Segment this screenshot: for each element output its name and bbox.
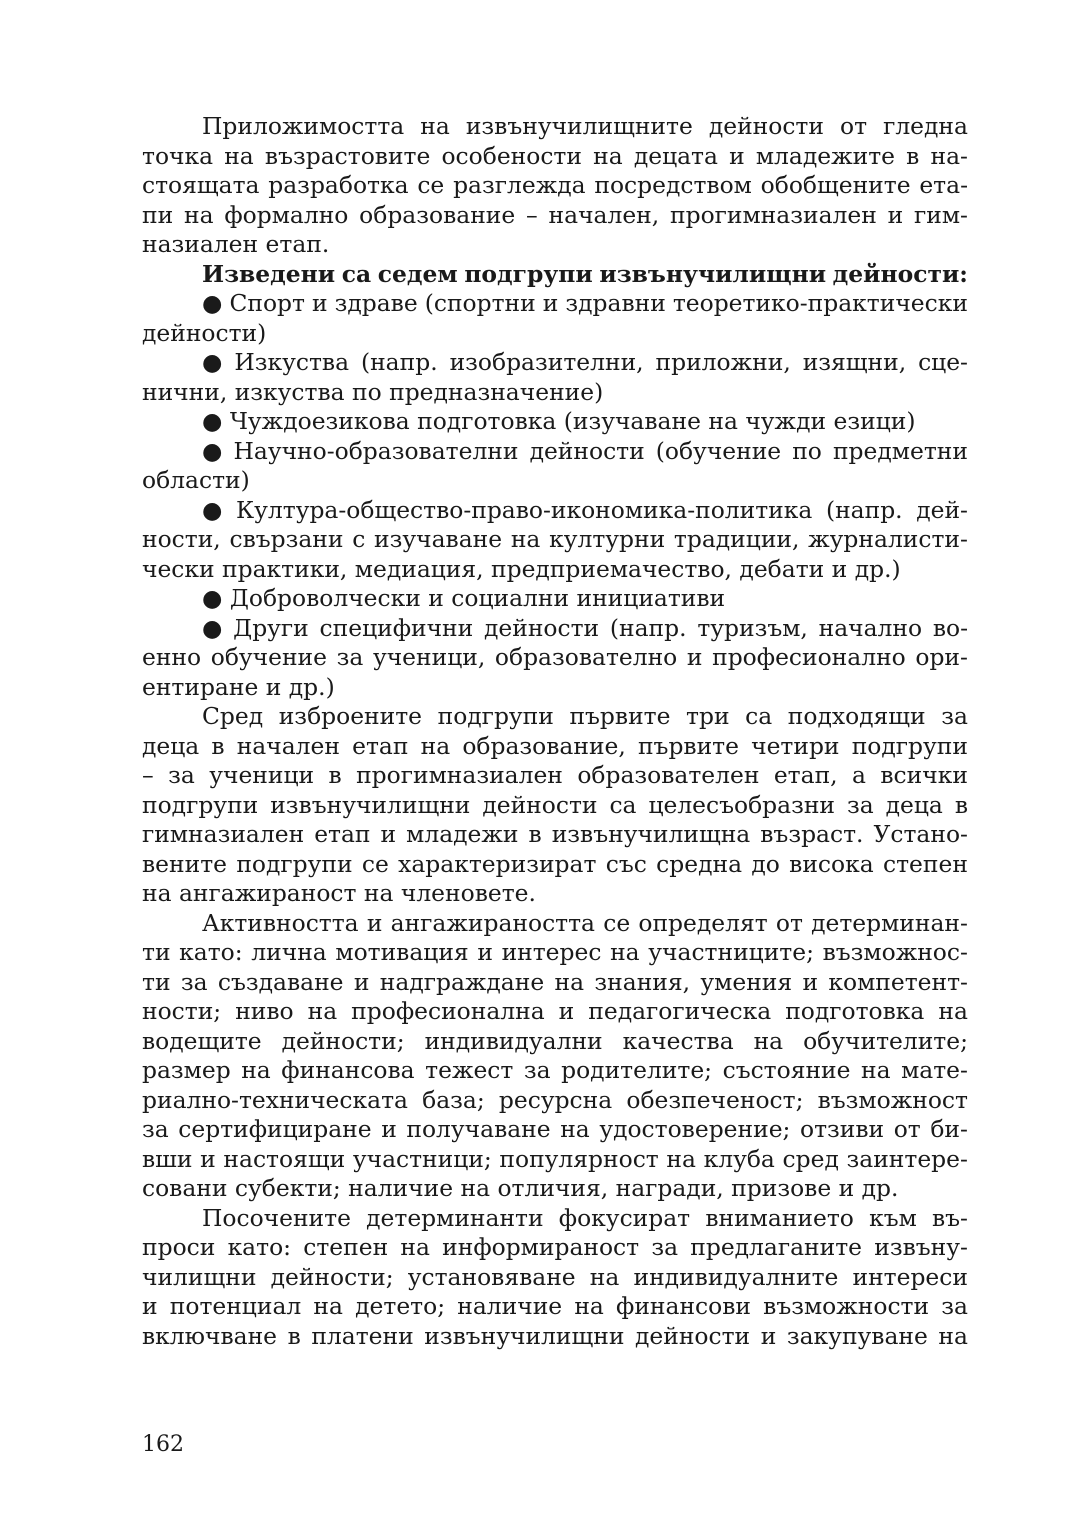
page-number: 162 [142, 1432, 184, 1457]
text-line: вши и настоящи участници; популярност на клуба сред заинтере- [142, 1144, 968, 1173]
text-line: на ангажираност на членовете. [142, 879, 536, 907]
text-line: области) [142, 466, 250, 494]
text-line: ности; ниво на професионална и педагогическа подготовка на [142, 997, 968, 1025]
text-line: ● Доброволчески и социални инициативи [202, 584, 726, 612]
text-line: включване в платени извънучилищни дейности и закупуване на [142, 1321, 968, 1350]
text-line: вените подгрупи се характеризират със средна до висока степен [142, 849, 968, 878]
text-line: деца в начален етап на образование, първите четири подгрупи [142, 731, 968, 760]
text-line: риално-техническата база; ресурсна обезпеченост; възможност [142, 1085, 968, 1114]
text-line: дейности) [142, 318, 267, 347]
text-line: ентиране и др.) [142, 672, 335, 701]
text-line: Посочените детерминанти фокусират вниманието към въ- [202, 1203, 968, 1232]
text-line: ● Други специфични дейности (напр. туризъм, начално во- [202, 613, 968, 642]
text-line: Сред изброените подгрупи първите три са подходящи за [202, 702, 968, 730]
text-line: чески практики, медиация, предприемачество, дебати и др.) [142, 554, 901, 583]
text-line: Активността и ангажираността се определят от детерминан- [202, 908, 968, 937]
text-line: Изведени са седем подгрупи извънучилищни дейности: [202, 259, 968, 288]
text-line: ти като: лична мотивация и интерес на участниците; възможнос- [142, 938, 968, 966]
text-line: ● Култура-общество-право-икономика-политика (напр. дей- [202, 495, 968, 524]
text-line: и потенциал на детето; наличие на финансови възможности за [142, 1292, 968, 1320]
text-line: ● Спорт и здраве (спортни и здравни теоретико-практически [202, 289, 968, 317]
text-line: ● Научно-образователни дейности (обучение по предметни [202, 436, 968, 465]
text-line: – за ученици в прогимназиален образователен етап, а всички [142, 761, 968, 789]
text-line: проси като: степен на информираност за предлаганите извъну- [142, 1233, 968, 1261]
text-line: совани субекти; наличие на отличия, награди, призове и др. [142, 1174, 899, 1202]
text-line: ти за създаване и надграждане на знания, умения и компетент- [142, 967, 968, 996]
text-line: чилищни дейности; установяване на индивидуалните интереси [142, 1262, 968, 1291]
text-line: стоящата разработка се разглежда посредством обобщените ета- [142, 171, 968, 199]
text-line: ● Чуждоезикова подготовка (изучаване на чужди езици) [202, 407, 916, 435]
text-line: назиален етап. [142, 230, 330, 258]
text-line: гимназиален етап и младежи в извънучилищна възраст. Устано- [142, 820, 968, 848]
text-line: Приложимостта на извънучилищните дейности от гледна [202, 112, 968, 140]
text-line: точка на възрастовите особености на децата и младежите в на- [142, 141, 968, 170]
text-line: водещите дейности; индивидуални качества на обучителите; [142, 1026, 968, 1055]
text-line: за сертифициране и получаване на удостоверение; отзиви от би- [142, 1115, 968, 1143]
text-line: енно обучение за ученици, образователно и професионално ори- [142, 643, 968, 671]
text-line: подгрупи извънучилищни дейности са целесъобразни за деца в [142, 790, 968, 819]
text-line: размер на финансова тежест за родителите; състояние на мате- [142, 1056, 968, 1084]
text-line: ● Изкуства (напр. изобразителни, приложни, изящни, сце- [202, 348, 968, 376]
text-line: пи на формално образование – начален, прогимназиален и гим- [142, 200, 968, 229]
text-line: ности, свързани с изучаване на културни традиции, журналисти- [142, 525, 968, 553]
page-body [142, 112, 968, 1351]
text-line: нични, изкуства по предназначение) [142, 377, 604, 406]
